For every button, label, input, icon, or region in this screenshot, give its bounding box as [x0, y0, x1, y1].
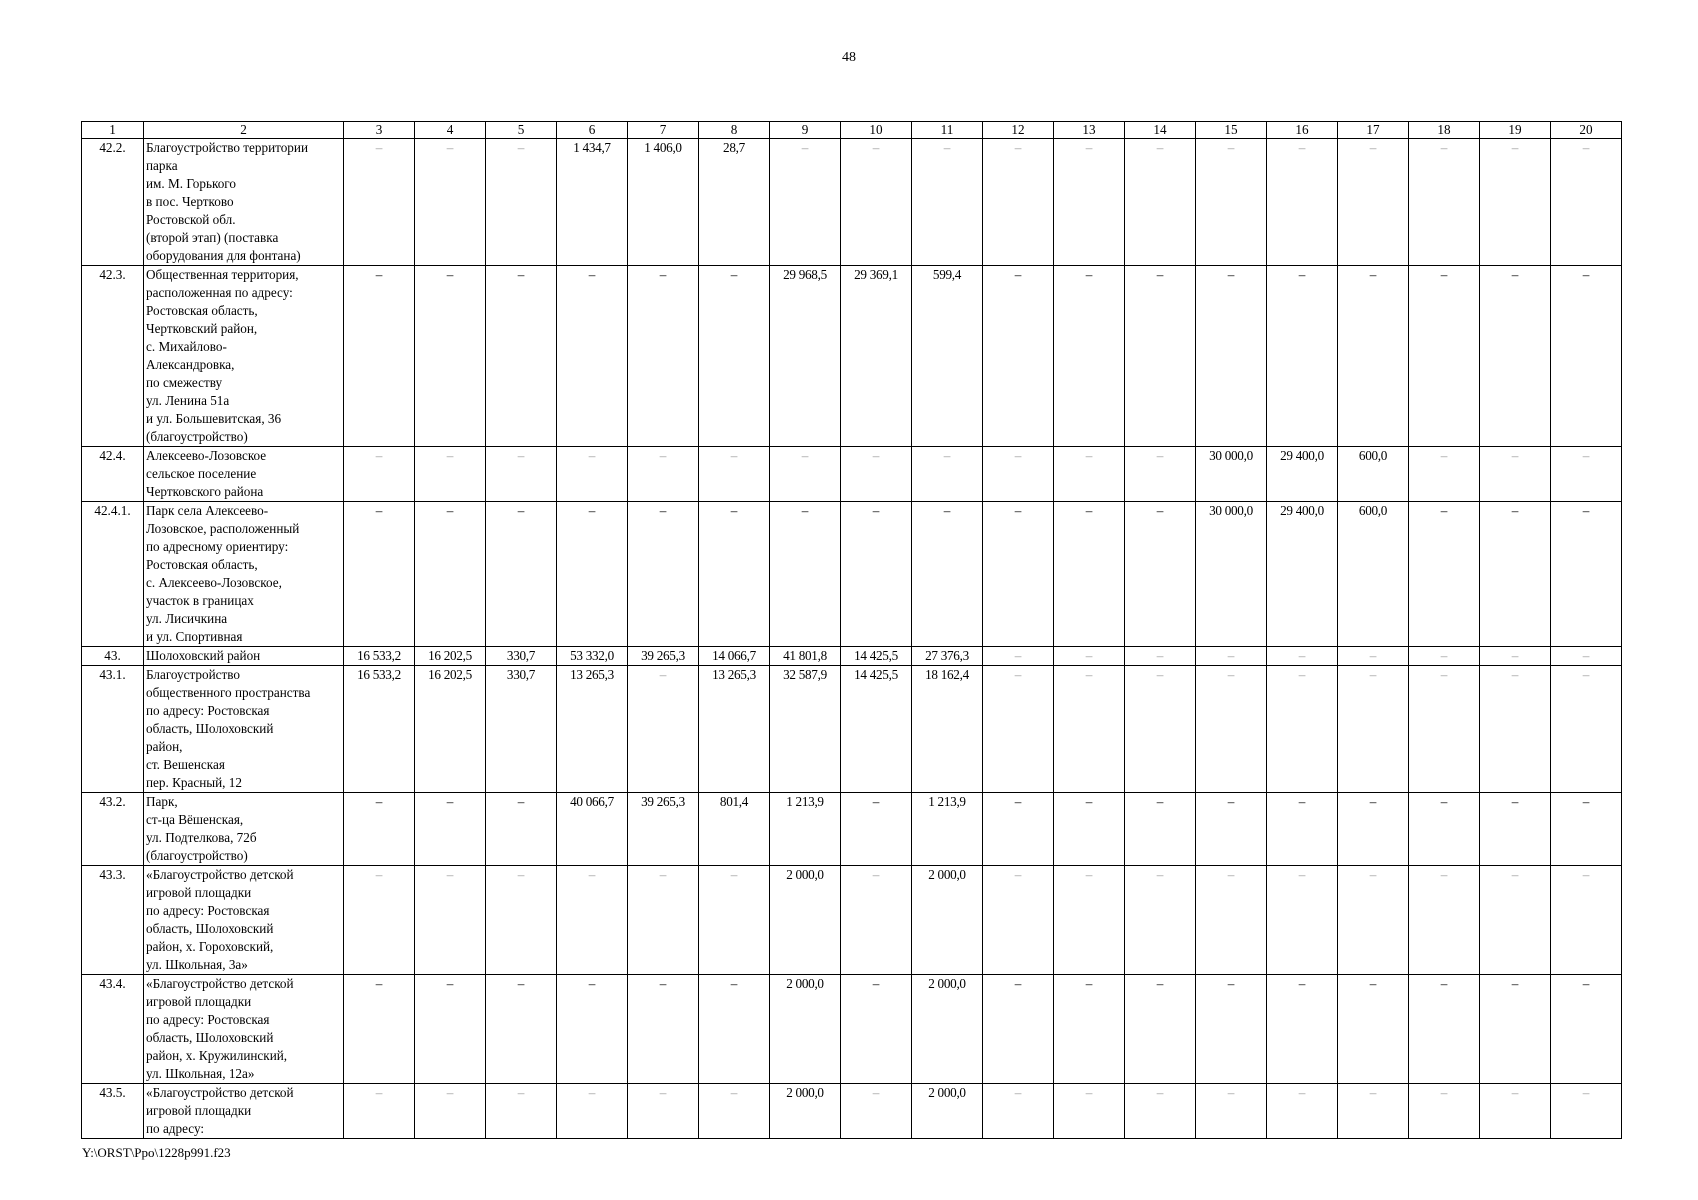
value-cell-col-5: 330,7 [486, 647, 557, 666]
value-cell-col-6: – [557, 1084, 628, 1139]
row-number: 43.2. [82, 793, 144, 866]
value-cell-col-20: – [1551, 1084, 1622, 1139]
value-cell-col-3: – [344, 793, 415, 866]
value-cell-col-20: – [1551, 666, 1622, 793]
row-name: «Благоустройство детской игровой площадки по адресу: [144, 1084, 344, 1139]
value-cell-col-20: – [1551, 793, 1622, 866]
value-cell-col-17: – [1338, 647, 1409, 666]
value-cell-col-15: – [1196, 1084, 1267, 1139]
value-cell-col-20: – [1551, 647, 1622, 666]
row-name: Парк, ст-ца Вёшенская, ул. Подтелкова, 72б (благоустройство) [144, 793, 344, 866]
value-cell-col-19: – [1480, 266, 1551, 447]
value-cell-col-5: – [486, 1084, 557, 1139]
value-cell-col-19: – [1480, 975, 1551, 1084]
value-cell-col-18: – [1409, 866, 1480, 975]
value-cell-col-7: – [628, 502, 699, 647]
column-header-14: 14 [1125, 122, 1196, 139]
value-cell-col-4: – [415, 975, 486, 1084]
value-cell-col-5: – [486, 447, 557, 502]
table-row [82, 139, 1622, 266]
value-cell-col-20: – [1551, 866, 1622, 975]
value-cell-col-20: – [1551, 975, 1622, 1084]
value-cell-col-13: – [1054, 647, 1125, 666]
table-body [82, 139, 1622, 1139]
value-cell-col-15: – [1196, 139, 1267, 266]
value-cell-col-6: 1 434,7 [557, 139, 628, 266]
column-header-18: 18 [1409, 122, 1480, 139]
value-cell-col-12: – [983, 1084, 1054, 1139]
column-header-8: 8 [699, 122, 770, 139]
row-number: 42.2. [82, 139, 144, 266]
value-cell-col-3: – [344, 1084, 415, 1139]
value-cell-col-4: – [415, 866, 486, 975]
value-cell-col-10: – [841, 975, 912, 1084]
value-cell-col-8: – [699, 447, 770, 502]
value-cell-col-6: – [557, 447, 628, 502]
value-cell-col-18: – [1409, 647, 1480, 666]
column-header-6: 6 [557, 122, 628, 139]
value-cell-col-7: – [628, 1084, 699, 1139]
column-number-row [82, 122, 1622, 139]
value-cell-col-20: – [1551, 502, 1622, 647]
value-cell-col-14: – [1125, 139, 1196, 266]
row-name: Благоустройство территории парка им. М. Горького в пос. Чертково Ростовской обл. (второй этап) (поставка оборудования для фонтана) [144, 139, 344, 266]
value-cell-col-11: 2 000,0 [912, 1084, 983, 1139]
value-cell-col-15: – [1196, 647, 1267, 666]
value-cell-col-17: 600,0 [1338, 447, 1409, 502]
value-cell-col-8: – [699, 975, 770, 1084]
value-cell-col-19: – [1480, 647, 1551, 666]
row-name: Шолоховский район [144, 647, 344, 666]
value-cell-col-3: – [344, 447, 415, 502]
column-header-19: 19 [1480, 122, 1551, 139]
value-cell-col-5: 330,7 [486, 666, 557, 793]
value-cell-col-18: – [1409, 1084, 1480, 1139]
value-cell-col-9: 2 000,0 [770, 975, 841, 1084]
value-cell-col-11: 2 000,0 [912, 866, 983, 975]
value-cell-col-18: – [1409, 502, 1480, 647]
value-cell-col-5: – [486, 502, 557, 647]
column-header-3: 3 [344, 122, 415, 139]
table-row [82, 502, 1622, 647]
value-cell-col-3: 16 533,2 [344, 666, 415, 793]
value-cell-col-15: – [1196, 866, 1267, 975]
value-cell-col-14: – [1125, 1084, 1196, 1139]
value-cell-col-17: – [1338, 866, 1409, 975]
value-cell-col-11: 2 000,0 [912, 975, 983, 1084]
row-number: 43.3. [82, 866, 144, 975]
value-cell-col-11: – [912, 139, 983, 266]
value-cell-col-17: – [1338, 1084, 1409, 1139]
column-header-9: 9 [770, 122, 841, 139]
value-cell-col-19: – [1480, 502, 1551, 647]
value-cell-col-8: 801,4 [699, 793, 770, 866]
value-cell-col-9: – [770, 502, 841, 647]
value-cell-col-6: – [557, 266, 628, 447]
value-cell-col-19: – [1480, 1084, 1551, 1139]
value-cell-col-11: – [912, 502, 983, 647]
value-cell-col-5: – [486, 975, 557, 1084]
value-cell-col-18: – [1409, 447, 1480, 502]
value-cell-col-11: 18 162,4 [912, 666, 983, 793]
value-cell-col-7: – [628, 666, 699, 793]
value-cell-col-14: – [1125, 793, 1196, 866]
value-cell-col-4: – [415, 1084, 486, 1139]
table-row [82, 866, 1622, 975]
value-cell-col-16: – [1267, 866, 1338, 975]
value-cell-col-16: – [1267, 975, 1338, 1084]
value-cell-col-13: – [1054, 447, 1125, 502]
budget-table [81, 121, 1622, 1139]
value-cell-col-20: – [1551, 447, 1622, 502]
value-cell-col-17: 600,0 [1338, 502, 1409, 647]
value-cell-col-9: 2 000,0 [770, 1084, 841, 1139]
value-cell-col-19: – [1480, 447, 1551, 502]
row-number: 42.4.1. [82, 502, 144, 647]
value-cell-col-4: – [415, 139, 486, 266]
value-cell-col-16: – [1267, 647, 1338, 666]
row-name: Парк села Алексеево- Лозовское, расположенный по адресному ориентиру: Ростовская область, с. Алексеево-Лозовское, участок в границах ул. Лисичкина и ул. Спортивная [144, 502, 344, 647]
footer-file-path: Y:\ORST\Ppo\1228p991.f23 [82, 1145, 231, 1160]
row-name: Благоустройство общественного пространства по адресу: Ростовская область, Шолоховский район, ст. Вешенская пер. Красный, 12 [144, 666, 344, 793]
row-number: 42.3. [82, 266, 144, 447]
value-cell-col-12: – [983, 502, 1054, 647]
value-cell-col-11: 599,4 [912, 266, 983, 447]
value-cell-col-8: – [699, 266, 770, 447]
value-cell-col-18: – [1409, 666, 1480, 793]
value-cell-col-3: – [344, 139, 415, 266]
value-cell-col-7: – [628, 975, 699, 1084]
value-cell-col-13: – [1054, 793, 1125, 866]
value-cell-col-18: – [1409, 266, 1480, 447]
value-cell-col-5: – [486, 866, 557, 975]
value-cell-col-19: – [1480, 666, 1551, 793]
value-cell-col-15: – [1196, 975, 1267, 1084]
value-cell-col-4: – [415, 793, 486, 866]
value-cell-col-14: – [1125, 447, 1196, 502]
row-number: 43.4. [82, 975, 144, 1084]
value-cell-col-3: – [344, 866, 415, 975]
row-number: 43. [82, 647, 144, 666]
value-cell-col-4: 16 202,5 [415, 666, 486, 793]
column-header-2: 2 [144, 122, 344, 139]
value-cell-col-4: – [415, 502, 486, 647]
value-cell-col-14: – [1125, 666, 1196, 793]
table-row [82, 447, 1622, 502]
value-cell-col-12: – [983, 666, 1054, 793]
value-cell-col-18: – [1409, 793, 1480, 866]
value-cell-col-4: 16 202,5 [415, 647, 486, 666]
value-cell-col-11: – [912, 447, 983, 502]
value-cell-col-6: – [557, 975, 628, 1084]
value-cell-col-16: – [1267, 266, 1338, 447]
value-cell-col-6: – [557, 866, 628, 975]
column-header-4: 4 [415, 122, 486, 139]
value-cell-col-9: 29 968,5 [770, 266, 841, 447]
value-cell-col-12: – [983, 447, 1054, 502]
row-number: 43.1. [82, 666, 144, 793]
value-cell-col-17: – [1338, 666, 1409, 793]
value-cell-col-18: – [1409, 139, 1480, 266]
row-name: «Благоустройство детской игровой площадки по адресу: Ростовская область, Шолоховский район, х. Кружилинский, ул. Школьная, 12а» [144, 975, 344, 1084]
value-cell-col-7: – [628, 866, 699, 975]
column-header-5: 5 [486, 122, 557, 139]
value-cell-col-13: – [1054, 139, 1125, 266]
value-cell-col-6: 13 265,3 [557, 666, 628, 793]
value-cell-col-10: – [841, 793, 912, 866]
value-cell-col-9: – [770, 139, 841, 266]
value-cell-col-16: 29 400,0 [1267, 447, 1338, 502]
value-cell-col-3: 16 533,2 [344, 647, 415, 666]
page-number: 48 [842, 50, 856, 65]
value-cell-col-10: – [841, 866, 912, 975]
value-cell-col-16: 29 400,0 [1267, 502, 1338, 647]
value-cell-col-19: – [1480, 866, 1551, 975]
table-row [82, 666, 1622, 793]
value-cell-col-11: 27 376,3 [912, 647, 983, 666]
value-cell-col-5: – [486, 266, 557, 447]
value-cell-col-13: – [1054, 1084, 1125, 1139]
value-cell-col-15: – [1196, 666, 1267, 793]
value-cell-col-6: 53 332,0 [557, 647, 628, 666]
value-cell-col-16: – [1267, 1084, 1338, 1139]
value-cell-col-12: – [983, 793, 1054, 866]
value-cell-col-17: – [1338, 975, 1409, 1084]
value-cell-col-12: – [983, 975, 1054, 1084]
value-cell-col-5: – [486, 793, 557, 866]
value-cell-col-10: 14 425,5 [841, 666, 912, 793]
column-header-17: 17 [1338, 122, 1409, 139]
value-cell-col-6: 40 066,7 [557, 793, 628, 866]
table-row [82, 793, 1622, 866]
value-cell-col-16: – [1267, 666, 1338, 793]
value-cell-col-12: – [983, 139, 1054, 266]
column-header-11: 11 [912, 122, 983, 139]
value-cell-col-3: – [344, 266, 415, 447]
value-cell-col-12: – [983, 647, 1054, 666]
value-cell-col-12: – [983, 266, 1054, 447]
value-cell-col-3: – [344, 975, 415, 1084]
column-header-13: 13 [1054, 122, 1125, 139]
value-cell-col-15: – [1196, 793, 1267, 866]
value-cell-col-10: 14 425,5 [841, 647, 912, 666]
value-cell-col-14: – [1125, 866, 1196, 975]
column-header-12: 12 [983, 122, 1054, 139]
value-cell-col-3: – [344, 502, 415, 647]
row-name: Общественная территория, расположенная по адресу: Ростовская область, Чертковский район, с. Михайлово- Александровка, по смежеству ул. Ленина 51а и ул. Большевитская, 36 (благоустройство) [144, 266, 344, 447]
value-cell-col-8: 13 265,3 [699, 666, 770, 793]
value-cell-col-8: – [699, 1084, 770, 1139]
value-cell-col-17: – [1338, 793, 1409, 866]
row-number: 43.5. [82, 1084, 144, 1139]
value-cell-col-9: – [770, 447, 841, 502]
value-cell-col-19: – [1480, 139, 1551, 266]
value-cell-col-14: – [1125, 502, 1196, 647]
value-cell-col-13: – [1054, 866, 1125, 975]
value-cell-col-20: – [1551, 266, 1622, 447]
table-row [82, 1084, 1622, 1139]
value-cell-col-20: – [1551, 139, 1622, 266]
value-cell-col-7: – [628, 266, 699, 447]
value-cell-col-16: – [1267, 139, 1338, 266]
value-cell-col-10: – [841, 1084, 912, 1139]
value-cell-col-12: – [983, 866, 1054, 975]
value-cell-col-4: – [415, 447, 486, 502]
column-header-10: 10 [841, 122, 912, 139]
value-cell-col-13: – [1054, 266, 1125, 447]
value-cell-col-8: – [699, 866, 770, 975]
value-cell-col-5: – [486, 139, 557, 266]
value-cell-col-7: 1 406,0 [628, 139, 699, 266]
value-cell-col-10: – [841, 139, 912, 266]
value-cell-col-9: 2 000,0 [770, 866, 841, 975]
value-cell-col-9: 1 213,9 [770, 793, 841, 866]
row-name: Алексеево-Лозовское сельское поселение Чертковского района [144, 447, 344, 502]
value-cell-col-10: – [841, 502, 912, 647]
value-cell-col-8: 28,7 [699, 139, 770, 266]
value-cell-col-7: – [628, 447, 699, 502]
value-cell-col-9: 32 587,9 [770, 666, 841, 793]
value-cell-col-13: – [1054, 975, 1125, 1084]
table-row [82, 975, 1622, 1084]
column-header-1: 1 [82, 122, 144, 139]
value-cell-col-17: – [1338, 266, 1409, 447]
value-cell-col-14: – [1125, 266, 1196, 447]
value-cell-col-15: 30 000,0 [1196, 502, 1267, 647]
value-cell-col-19: – [1480, 793, 1551, 866]
value-cell-col-16: – [1267, 793, 1338, 866]
column-header-15: 15 [1196, 122, 1267, 139]
column-header-20: 20 [1551, 122, 1622, 139]
value-cell-col-7: 39 265,3 [628, 647, 699, 666]
table-row [82, 647, 1622, 666]
table-row [82, 266, 1622, 447]
value-cell-col-10: – [841, 447, 912, 502]
value-cell-col-15: – [1196, 266, 1267, 447]
value-cell-col-11: 1 213,9 [912, 793, 983, 866]
value-cell-col-8: 14 066,7 [699, 647, 770, 666]
row-name: «Благоустройство детской игровой площадки по адресу: Ростовская область, Шолоховский район, х. Гороховский, ул. Школьная, 3а» [144, 866, 344, 975]
value-cell-col-17: – [1338, 139, 1409, 266]
value-cell-col-13: – [1054, 502, 1125, 647]
value-cell-col-6: – [557, 502, 628, 647]
column-header-16: 16 [1267, 122, 1338, 139]
value-cell-col-13: – [1054, 666, 1125, 793]
value-cell-col-14: – [1125, 647, 1196, 666]
value-cell-col-7: 39 265,3 [628, 793, 699, 866]
value-cell-col-14: – [1125, 975, 1196, 1084]
value-cell-col-18: – [1409, 975, 1480, 1084]
value-cell-col-4: – [415, 266, 486, 447]
value-cell-col-10: 29 369,1 [841, 266, 912, 447]
value-cell-col-9: 41 801,8 [770, 647, 841, 666]
row-number: 42.4. [82, 447, 144, 502]
column-header-7: 7 [628, 122, 699, 139]
value-cell-col-8: – [699, 502, 770, 647]
value-cell-col-15: 30 000,0 [1196, 447, 1267, 502]
